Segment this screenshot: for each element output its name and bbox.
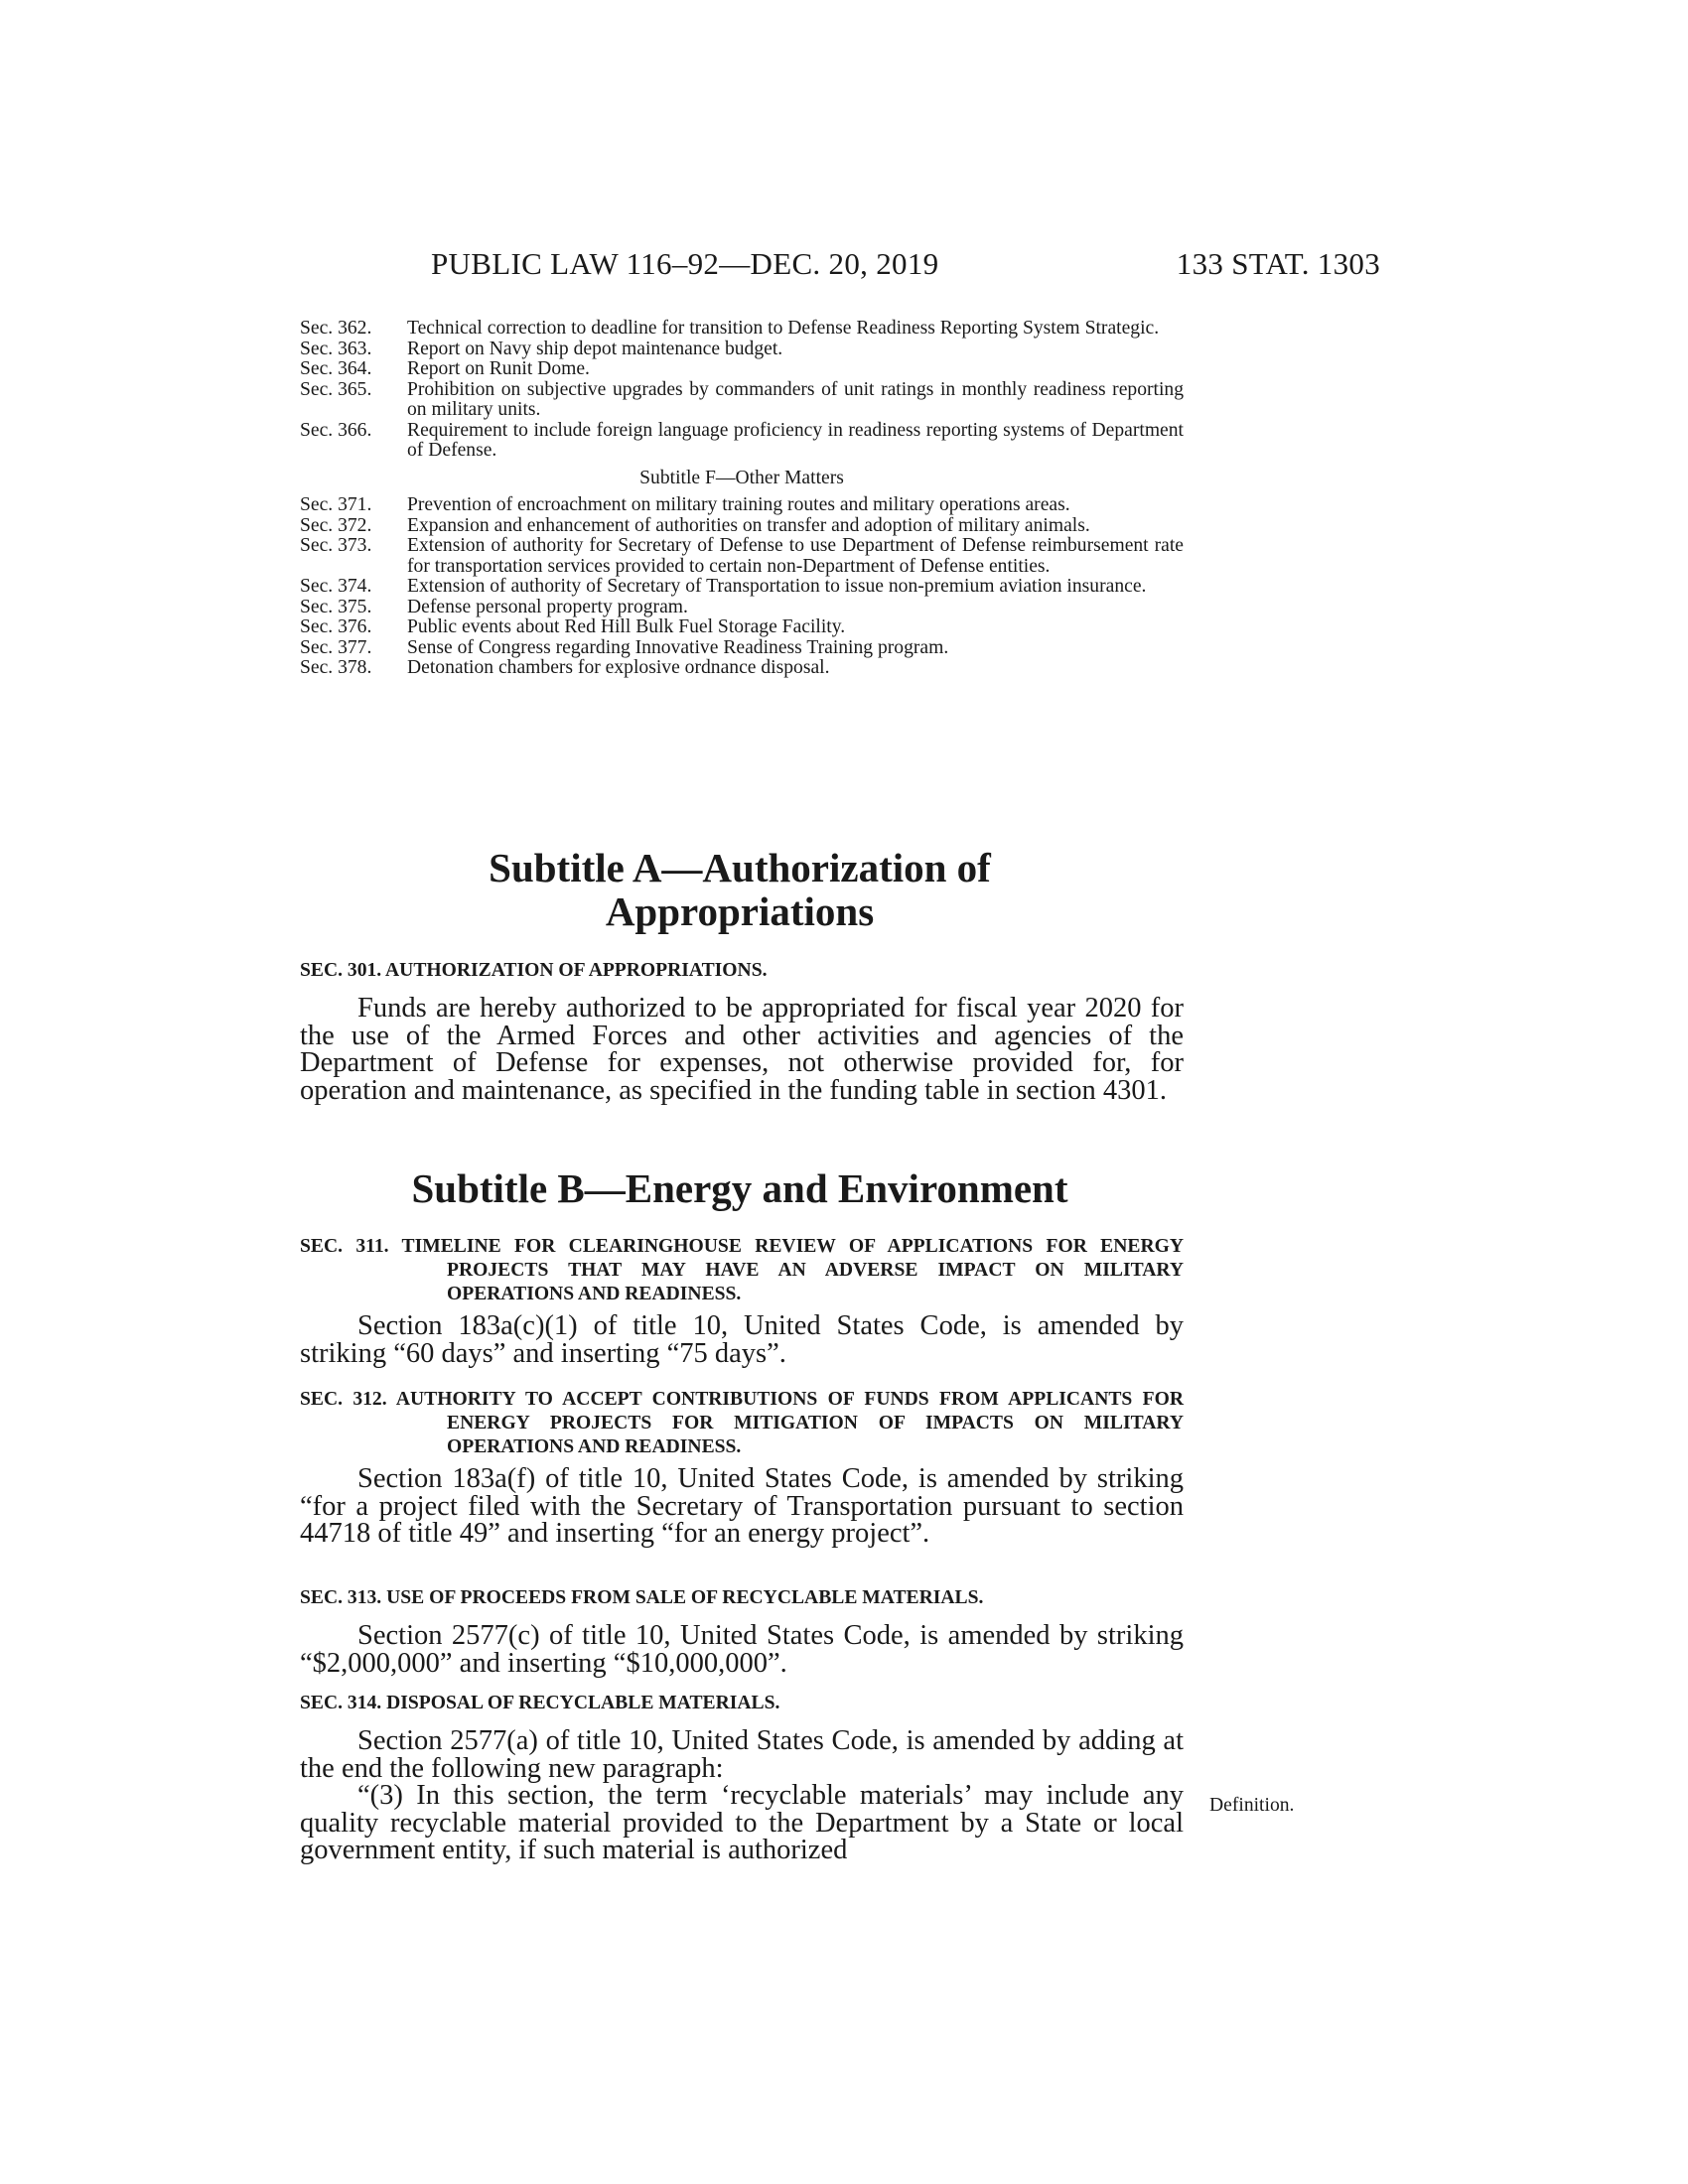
page-header — [298, 246, 1380, 286]
toc-entry — [300, 340, 1184, 360]
toc-entry-number: Sec. 364. — [300, 358, 372, 379]
toc-entry — [300, 380, 1184, 421]
section-heading-314: SEC. 314. DISPOSAL OF RECYCLABLE MATERIALS. — [300, 1693, 780, 1713]
toc-entry-text: Prevention of encroachment on military training routes and military operations areas. — [407, 494, 1070, 515]
toc-subtitle-heading: Subtitle F—Other Matters — [639, 467, 844, 488]
running-header-title: PUBLIC LAW 116–92—DEC. 20, 2019 — [431, 246, 939, 281]
toc-entry-text: Defense personal property program. — [407, 596, 688, 617]
toc-entry-number: Sec. 365. — [300, 378, 372, 400]
toc-entry-number: Sec. 362. — [300, 318, 372, 339]
toc-entry-number: Sec. 373. — [300, 535, 372, 556]
subtitle-b-heading: Subtitle B—Energy and Environment — [411, 1165, 1068, 1211]
toc-entry-text: Report on Navy ship depot maintenance budget. — [407, 338, 783, 359]
section-heading-301: SEC. 301. AUTHORIZATION OF APPROPRIATIONS. — [300, 960, 768, 981]
toc-entry-number: Sec. 366. — [300, 419, 372, 441]
toc-entry-text: Report on Runit Dome. — [407, 358, 590, 379]
toc-entry-number: Sec. 377. — [300, 636, 372, 658]
toc-entry — [300, 638, 1184, 659]
section-314-paragraph-1: Section 2577(a) of title 10, United States Code, is amended by adding at the end the following new paragraph: — [300, 1725, 1184, 1784]
subtitle-a-heading — [298, 846, 1182, 933]
toc-entry — [300, 319, 1184, 340]
toc-entry-text: Detonation chambers for explosive ordnance disposal. — [407, 657, 830, 678]
section-311-paragraph: Section 183a(c)(1) of title 10, United States Code, is amended by striking “60 days” and inserting “75 days”. — [300, 1310, 1184, 1369]
toc-entry — [300, 359, 1184, 380]
toc-entry — [300, 577, 1184, 598]
toc-entry — [300, 617, 1184, 638]
toc-entry-text: Requirement to include foreign language proficiency in readiness reporting systems of Department of Defense. — [407, 419, 1184, 461]
section-body-314 — [300, 1727, 1184, 1864]
margin-note-definition: Definition. — [1209, 1795, 1295, 1816]
toc-entry — [300, 598, 1184, 618]
toc-entry — [300, 421, 1184, 462]
section-heading-312: SEC. 312. AUTHORITY TO ACCEPT CONTRIBUTIONS OF FUNDS FROM APPLICANTS FOR ENERGY PROJECTS FOR MITIGATION OF IMPACTS ON MILITARY OPERATIONS AND READINESS. — [300, 1389, 1184, 1457]
section-heading-313: SEC. 313. USE OF PROCEEDS FROM SALE OF RECYCLABLE MATERIALS. — [300, 1587, 984, 1608]
toc-entry-number: Sec. 371. — [300, 494, 372, 515]
toc-entry-number: Sec. 378. — [300, 657, 372, 678]
subtitle-a-line-1: Subtitle A—Authorization of — [489, 845, 991, 890]
section-body-301 — [300, 995, 1184, 1104]
toc-entry-number: Sec. 375. — [300, 596, 372, 617]
section-313-paragraph: Section 2577(c) of title 10, United States Code, is amended by striking “$2,000,000” and inserting “$10,000,000”. — [300, 1620, 1184, 1679]
table-of-contents — [300, 319, 1184, 679]
section-314-paragraph-2: “(3) In this section, the term ‘recyclable materials’ may include any quality recyclable material provided to the Department by a State or local government entity, if such material is authorized — [300, 1780, 1184, 1865]
toc-entry — [300, 658, 1184, 679]
section-body-312 — [300, 1465, 1184, 1548]
toc-entry-number: Sec. 372. — [300, 514, 372, 536]
toc-entry-text: Expansion and enhancement of authorities on transfer and adoption of military animals. — [407, 514, 1090, 536]
toc-entry — [300, 516, 1184, 537]
toc-entry-text: Extension of authority of Secretary of Transportation to issue non-premium aviation insurance. — [407, 576, 1147, 597]
subtitle-a-line-2: Appropriations — [605, 888, 875, 934]
statute-page-number: 133 STAT. 1303 — [1176, 246, 1380, 281]
section-body-311 — [300, 1312, 1184, 1367]
toc-entry-text: Technical correction to deadline for transition to Defense Readiness Reporting System Strategic. — [407, 318, 1160, 339]
toc-entry — [300, 536, 1184, 577]
toc-entry-number: Sec. 376. — [300, 616, 372, 637]
toc-entry-text: Prohibition on subjective upgrades by commanders of unit ratings in monthly readiness reporting on military units. — [407, 378, 1184, 420]
section-body-313 — [300, 1622, 1184, 1677]
toc-entry-number: Sec. 363. — [300, 338, 372, 359]
toc-entry-text: Extension of authority for Secretary of Defense to use Department of Defense reimbursement rate for transportation services provided to certain non-Department of Defense entities. — [407, 535, 1184, 577]
section-heading-311: SEC. 311. TIMELINE FOR CLEARINGHOUSE REVIEW OF APPLICATIONS FOR ENERGY PROJECTS THAT MAY HAVE AN ADVERSE IMPACT ON MILITARY OPERATIONS AND READINESS. — [300, 1236, 1184, 1304]
section-301-paragraph: Funds are hereby authorized to be appropriated for fiscal year 2020 for the use of the Armed Forces and other activities and agencies of the Department of Defense for expenses, not otherwise provided for, for operation and maintenance, as specified in the funding table in section 4301. — [300, 993, 1184, 1106]
toc-entry-text: Sense of Congress regarding Innovative Readiness Training program. — [407, 636, 949, 658]
section-312-paragraph: Section 183a(f) of title 10, United States Code, is amended by striking “for a project filed with the Secretary of Transportation pursuant to section 44718 of title 49” and inserting “for an energy project”. — [300, 1463, 1184, 1549]
toc-entry-text: Public events about Red Hill Bulk Fuel Storage Facility. — [407, 616, 846, 637]
toc-entry-number: Sec. 374. — [300, 576, 372, 597]
toc-entry — [300, 495, 1184, 516]
